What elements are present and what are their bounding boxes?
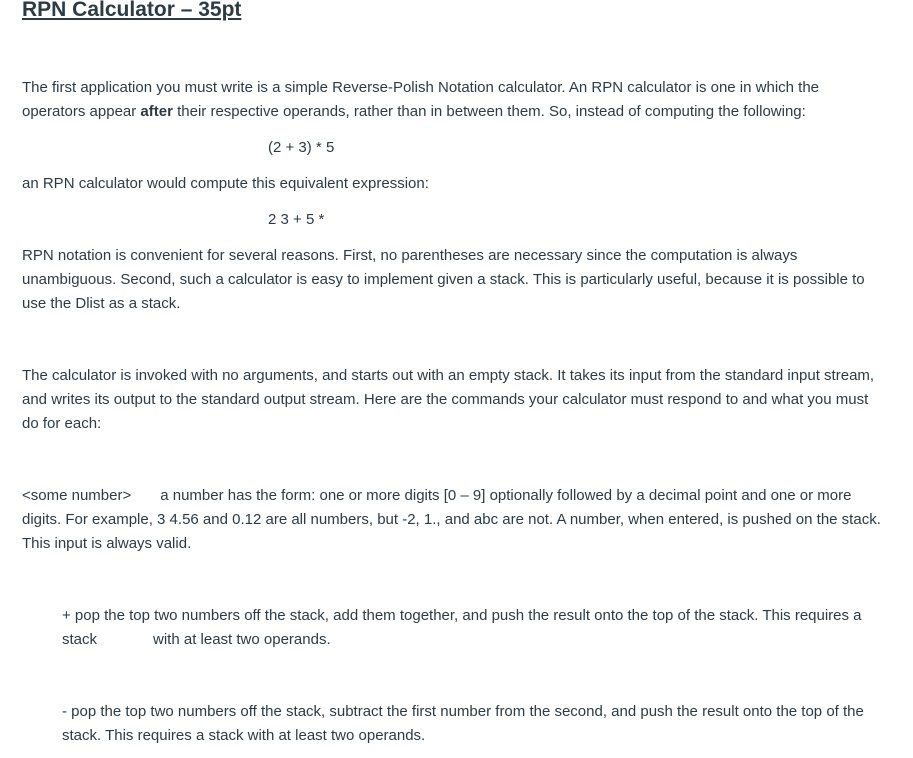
intro-text-start: The first application you must write is a simple Reverse-Polish Notation calculator. An RPN calculator is one in which the operators appear	[22, 79, 820, 120]
rpn-expression: 2 3 + 5 *	[268, 211, 325, 228]
minus-command: - pop the top two numbers off the stack, subtract the first number from the second, and push the result onto the top of the stack. This requires a stack with at least two operands.	[62, 703, 864, 744]
intro-paragraph	[22, 76, 882, 124]
infix-expression: (2 + 3) * 5	[268, 139, 335, 156]
plus-command-text: + pop the top two numbers off the stack, add them together, and push the result onto the top of the stack. This requires a stack	[62, 607, 862, 648]
equivalent-text: an RPN calculator would compute this equivalent expression:	[22, 175, 429, 192]
convenience-paragraph: RPN notation is convenient for several reasons. First, no parentheses are necessary since the computation is always unambiguous. Second, such a calculator is easy to implement given a stack. This is particularly useful, because it is possible to use the Dlist as a stack.	[22, 247, 865, 312]
emphasis-after: after	[140, 103, 173, 120]
number-command-description: a number has the form: one or more digits [0 – 9] optionally followed by a decimal point and one or more digits. For example, 3 4.56 and 0.12 are all numbers, but -2, 1., and abc are not. A number, when entered, is pushed on the stack. This input is always valid.	[22, 487, 881, 552]
plus-command-text-end: with at least two operands.	[153, 631, 331, 648]
plus-command	[62, 604, 887, 652]
intro-text-end: their respective operands, rather than in between them. So, instead of computing the following:	[172, 103, 806, 120]
number-command	[22, 484, 882, 556]
number-command-term: <some number>	[22, 487, 132, 504]
page-title: RPN Calculator – 35pt	[22, 0, 242, 21]
invocation-paragraph: The calculator is invoked with no arguments, and starts out with an empty stack. It takes its input from the standard input stream, and writes its output to the standard output stream. Here are the commands your calculator must respond to and what you must do for each:	[22, 367, 875, 432]
